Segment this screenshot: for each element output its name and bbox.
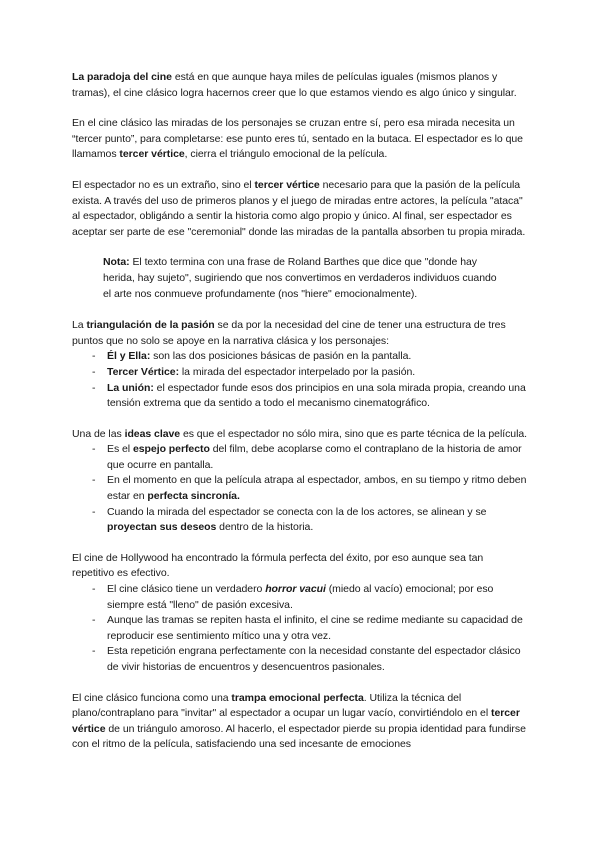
paragraph-text: La [72, 319, 87, 332]
list-item [72, 582, 528, 613]
list-item [72, 365, 528, 381]
paragraph-espectador [72, 178, 528, 240]
bold-term: La unión: [107, 381, 154, 394]
paragraph-text: está en que aunque haya miles de películas iguales (mismos planos y tramas), el cine clásico logra hacernos creer que lo que estamos viendo es algo único y singular. [72, 71, 517, 99]
list-item-text: la mirada del espectador interpelado por la pasión. [179, 365, 416, 378]
list-item [72, 473, 528, 504]
paragraph-text: se da por la necesidad del cine de tener una estructura de tres puntos que no solo se apoye en la narrativa clásica y los personajes: [72, 319, 506, 347]
triangulacion-list [72, 349, 528, 411]
list-item-text: el espectador funde esos dos principios en una sola mirada propia, creando una tensión extrema que da sentido a todo el mecanismo cinematográfico. [107, 381, 526, 410]
document-body [72, 70, 528, 768]
note-text: El texto termina con una frase de Roland Barthes que dice que "donde hay herida, hay sujeto", sugiriendo que nos convertimos en verdaderos individuos cuando el arte nos conmueve profundamente (nos "hiere" emocionalmente). [103, 256, 497, 300]
paragraph-text: de un triángulo amoroso. Al hacerlo, el espectador pierde su propia identidad para fundirse con el ritmo de la película, satisfaciendo una sed incesante de emociones [72, 722, 526, 751]
bold-term: tercer vértice [72, 707, 520, 735]
paragraph-text: es que el espectador no sólo mira, sino que es parte técnica de la película. [180, 427, 528, 440]
list-item [72, 505, 528, 536]
paragraph-ideas-clave [72, 427, 528, 443]
list-item-text: son las dos posiciones básicas de pasión en la pantalla. [150, 350, 412, 363]
bold-italic-term: horror vacui [265, 583, 326, 596]
bold-term: proyectan sus deseos [107, 521, 217, 534]
list-item-text: del film, debe acoplarse como el contraplano de la historia de amor que ocurre en pantalla. [107, 443, 522, 471]
paragraph-text: , cierra el triángulo emocional de la película. [184, 148, 388, 161]
list-item-text: dentro de la historia. [216, 521, 314, 534]
list-item-text: (miedo al vacío) emocional; por eso siempre está "lleno" de pasión excesiva. [107, 583, 494, 611]
paragraph-text: En el cine clásico las miradas de los personajes se cruzan entre sí, pero esa mirada necesita un “tercer punto”, para completarse: ese punto eres tú, sentado en la butaca. El espectador es lo que llamamos [72, 117, 523, 161]
list-item-text: Aunque las tramas se repiten hasta el infinito, el cine se redime mediante su capacidad de reproducir ese sentimiento mítico una y otra vez. [107, 614, 523, 642]
bold-term: trampa emocional perfecta [231, 691, 364, 704]
paragraph-text: necesario para que la pasión de la película exista. A través del uso de primeros planos y el juego de miradas entre actores, la película "ataca" al espectador, obligándo a sentir la historia como algo propio y único. Al final, ser espectador es aceptar ser parte de ese "ceremonial" donde las miradas de la pantalla absorben tu propia mirada. [72, 178, 526, 238]
paragraph-text: . Utiliza la técnica del plano/contraplano para "invitar" al espectador a ocupar un lugar vacío, convirtiéndolo en el [72, 691, 491, 720]
note-block [103, 255, 503, 302]
list-item [72, 442, 528, 473]
bold-term: tercer vértice [119, 148, 185, 161]
list-item [72, 381, 528, 412]
paragraph-text: El cine de Hollywood ha encontrado la fórmula perfecta del éxito, por eso aunque sea tan repetitivo es efectivo. [72, 551, 484, 580]
hollywood-list [72, 582, 528, 676]
bold-term: triangulación de la pasión [86, 319, 215, 332]
list-item-text: Esta repetición engrana perfectamente con la necesidad constante del espectador clásico de vivir historias de encuentros y desencuentros pasionales. [107, 645, 521, 673]
note-label: Nota: [103, 256, 130, 269]
paragraph-triangulacion [72, 318, 528, 349]
list-item [72, 349, 528, 365]
paragraph-paradoja [72, 70, 528, 101]
list-item-text: En el momento en que la película atrapa al espectador, ambos, en su tiempo y ritmo deben estar en [107, 474, 527, 503]
paragraph-trampa [72, 691, 528, 753]
list-item-text: Cuando la mirada del espectador se conecta con la de los actores, se alinean y se [107, 505, 487, 518]
list-item [72, 644, 528, 675]
paragraph-text: El cine clásico funciona como una [72, 691, 232, 704]
paragraph-text: El espectador no es un extraño, sino el [72, 178, 255, 191]
paragraph-miradas [72, 116, 528, 163]
list-item-text: Es el [107, 443, 133, 456]
bold-term: espejo perfecto [132, 443, 210, 456]
bold-term: perfecta sincronía. [147, 490, 240, 503]
list-item [72, 613, 528, 644]
ideas-clave-list [72, 442, 528, 536]
bold-term: Él y Ella: [107, 350, 151, 363]
bold-term: Tercer Vértice: [107, 365, 180, 378]
bold-term: tercer vértice [254, 178, 320, 191]
paragraph-hollywood [72, 551, 528, 582]
paragraph-text: Una de las [72, 427, 125, 440]
bold-term: La paradoja del cine [72, 71, 172, 83]
list-item-text: El cine clásico tiene un verdadero [107, 583, 266, 596]
bold-term: ideas clave [124, 427, 181, 440]
